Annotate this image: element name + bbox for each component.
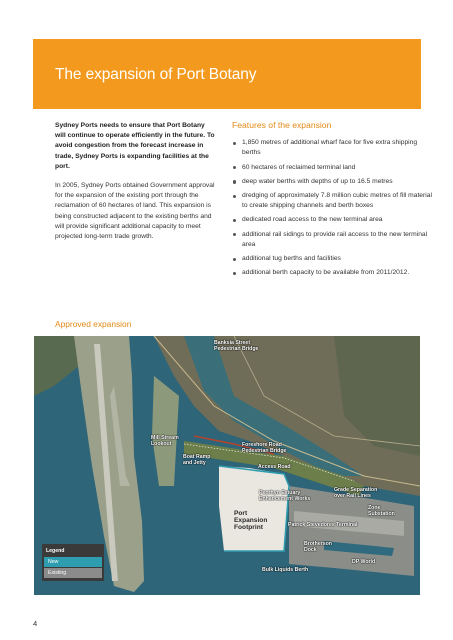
intro-column: [55, 121, 215, 242]
map-label-foreshore: Foreshore Road Pedestrian Bridge: [242, 442, 287, 454]
intro-body: In 2005, Sydney Ports obtained Government approval for the expansion of the existing port through the reclamation of 60 hectares of land. This expansion is being constructed adjacent to the existing berths and will provide significant additional capacity to meet projected long-term trade growth.: [55, 182, 215, 241]
map-label-brotherson: Brotherson Dock: [304, 541, 332, 553]
map-label-banksia: Banksia Street Pedestrian Bridge: [214, 340, 259, 352]
feature-item: dredging of approximately 7.8 million cubic metres of fill material to create shipping channels and berth boxes: [232, 191, 432, 211]
title-banner: [33, 39, 421, 109]
feature-item: additional tug berths and facilities: [232, 254, 432, 264]
feature-item: deep water berths with depths of up to 16.5 metres: [232, 177, 432, 187]
map-label-grade-separation: Grade Separation over Rail Lines: [334, 487, 378, 499]
feature-item: 60 hectares of reclaimed terminal land: [232, 163, 432, 173]
map-label-bulk-liquids: Bulk Liquids Berth: [262, 567, 309, 573]
page-number: 4: [33, 619, 38, 628]
map-label-access-road: Access Road: [258, 464, 291, 470]
map-section-label: Approved expansion: [55, 319, 132, 329]
legend-existing: Existing: [44, 568, 102, 578]
map-label-patrick: Patrick Stevedores Terminal: [288, 522, 358, 528]
map-label-boat-ramp: Boat Ramp and Jetty: [183, 454, 211, 466]
feature-item: additional rail sidings to provide rail access to the new terminal area: [232, 230, 432, 250]
legend-title: Legend: [46, 548, 65, 554]
page-title: The expansion of Port Botany: [55, 66, 257, 83]
aerial-map: [34, 336, 420, 595]
features-heading: Features of the expansion: [232, 120, 332, 130]
feature-item: 1,850 metres of additional wharf face for five extra shipping berths: [232, 138, 432, 158]
feature-item: additional berth capacity to be available from 2011/2012.: [232, 268, 432, 278]
map-legend: [42, 544, 104, 581]
features-column: [232, 120, 432, 282]
features-list: [232, 138, 432, 278]
legend-new: New: [44, 557, 102, 567]
intro-lead: Sydney Ports needs to ensure that Port Botany will continue to operate efficiently in the future. To avoid congestion from the forecast increase in trade, Sydney Ports is expanding facilities at the port.: [55, 122, 215, 170]
map-label-port-footprint: Port Expansion Footprint: [234, 510, 268, 532]
feature-item: dedicated road access to the new terminal area: [232, 215, 432, 225]
map-label-mill-stream: Mill Stream Lookout: [151, 435, 179, 447]
map-label-zone-substation: Zone Substation: [368, 505, 395, 517]
map-label-dp-world: DP World: [352, 559, 376, 565]
map-label-penrhyn: Penrhyn Estuary Enhancement Works: [259, 490, 311, 502]
